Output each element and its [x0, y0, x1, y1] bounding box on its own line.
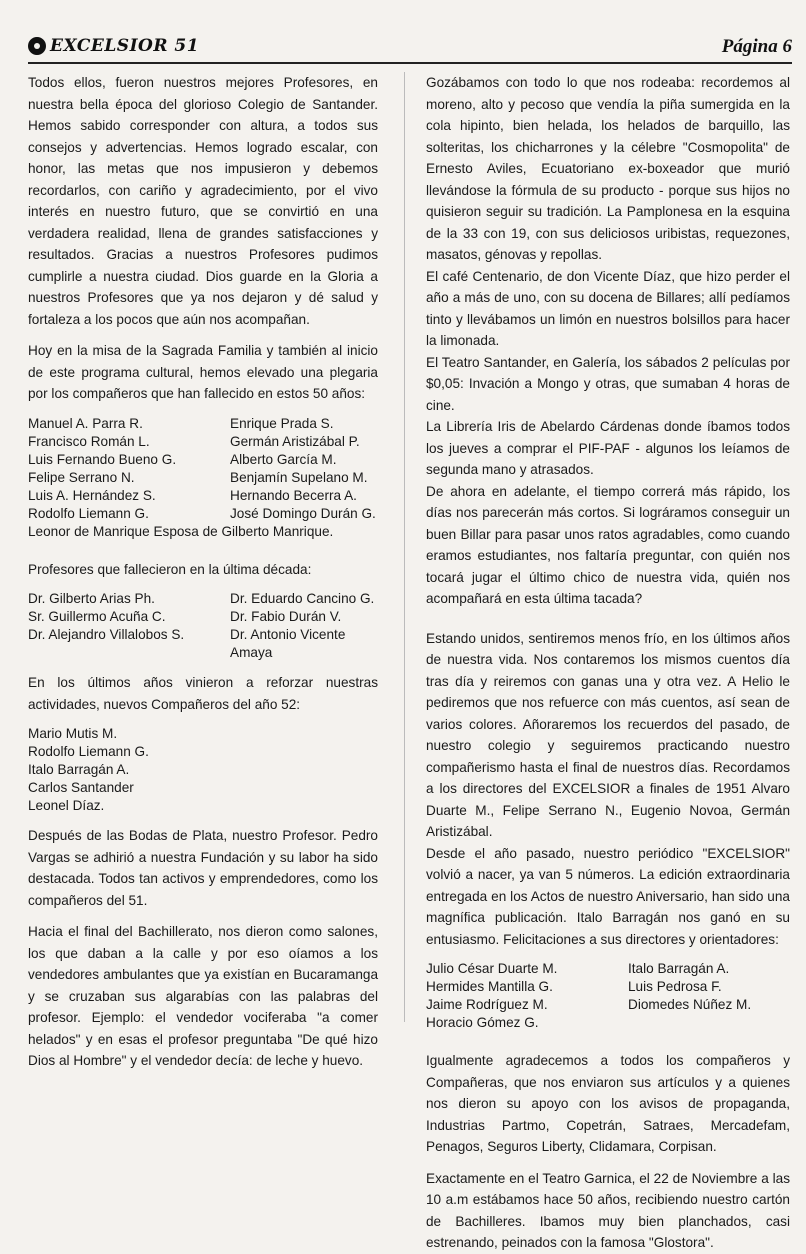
list-item: Rodolfo Liemann G.: [28, 744, 149, 759]
excelsior-logo: [28, 36, 199, 56]
list-item: Italo Barragán A.: [628, 961, 730, 976]
list-item: Horacio Gómez G.: [426, 1015, 539, 1030]
paragraph: La Librería Iris de Abelardo Cárdenas donde íbamos todos los jueves a comprar el PIF-PAF - algunos los leíamos de segunda mano y atrasados.: [426, 419, 790, 477]
list-item: Italo Barragán A.: [28, 762, 130, 777]
paragraph: El café Centenario, de don Vicente Díaz, que hizo perder el año a más de uno, con su docena de Billares; allí pedíamos tinto y llevábamos un limón en nuestros bolsillos para hacer la limonada.: [426, 268, 790, 348]
list-item: Diomedes Núñez M.: [628, 997, 752, 1012]
list-item: Luis Pedrosa F.: [628, 979, 722, 994]
logo-text: EXCELSIOR 51: [50, 36, 200, 56]
list-item: Enrique Prada S.: [230, 415, 334, 431]
list-item: Leonel Díaz.: [28, 798, 105, 813]
paragraph: Exactamente en el Teatro Garnica, el 22 de Noviembre a las 10 a.m estábamos hace 50 años, recibiendo nuestro cartón de Bachilleres. Ibamos muy bien planchados, casi estrenando, peinados con la famosa "Glostora".: [426, 1170, 790, 1250]
list-item: Sr. Guillermo Acuña C.: [28, 609, 166, 624]
list-item: Carlos Santander: [28, 780, 134, 795]
list-item: Jaime Rodríguez M.: [426, 997, 548, 1012]
list-item: Dr. Antonio Vicente Amaya: [230, 627, 346, 660]
deceased-list: [28, 415, 378, 541]
paragraph: De ahora en adelante, el tiempo correrá más rápido, los días nos parecerán más cortos. Si lográramos conseguir un buen Billar para pasar unos ratos agradables, como cuando eramos estudiantes, nos faltaría preguntar, con quién nos tocará jugar el último chico de nuestra vida, quién nos acompañará en esta última tacada?: [426, 483, 790, 606]
right-column: [426, 72, 790, 1254]
list-item: Rodolfo Liemann G.: [28, 505, 149, 521]
paragraph: Hacia el final del Bachillerato, nos dieron como salones, los que daban a la calle y por eso oíamos a los vendedores ambulantes que ya existían en Bucaramanga y se cruzaban sus algarabías con las palabras del profesor. Ejemplo: el vendedor vociferaba "a comer helados" y en esas el profesor preguntaba "De qué hizo Dios al Hombre" y el vendedor decía: de leche y huevo.: [28, 924, 378, 1068]
list-item: [628, 1014, 790, 1032]
list-item: Luis A. Hernández S.: [28, 487, 156, 503]
column-divider: [404, 72, 405, 1022]
header-rule: [28, 62, 792, 64]
list-item: Germán Aristizábal P.: [230, 433, 360, 449]
list-item: Hernando Becerra A.: [230, 487, 357, 503]
list-item: José Domingo Durán G.: [230, 505, 376, 521]
page-number: Página 6: [721, 36, 792, 57]
list-item: Julio César Duarte M.: [426, 961, 558, 976]
paragraph: Igualmente agradecemos a todos los compañeros y Compañeras, que nos enviaron sus artículos y a quienes nos dieron su apoyo con los avisos de propaganda, Industrias Partmo, Copetrán, Satraes, Mercadefam, Penagos, Seguros Liberty, Clidamara, Corpisan.: [426, 1053, 790, 1154]
directors-list: [426, 960, 790, 1032]
left-column: [28, 72, 378, 1072]
new-members-list: [28, 725, 378, 815]
list-item: Felipe Serrano N.: [28, 469, 135, 485]
list-item: Francisco Román L.: [28, 433, 150, 449]
list-item: Manuel A. Parra R.: [28, 415, 143, 431]
page-header: [28, 34, 792, 64]
list-item: Dr. Alejandro Villalobos S.: [28, 627, 185, 642]
paragraph: Hoy en la misa de la Sagrada Familia y también al inicio de este programa cultural, hemos elevado una plegaria por los compañeros que han fallecido en estos 50 años:: [28, 343, 378, 401]
paragraph: Estando unidos, sentiremos menos frío, en los últimos años de nuestra vida. Nos contaremos los mismos cuentos día tras día y reiremos con ganas una y otra vez. A Helio le pediremos que nos refuerce con más cuentos, así sean de varios colores. Añoraremos los recuerdos del pasado, de nuestro colegio y seguiremos practicando nuestro compañerismo hasta el final de nuestros días. Recordamos a los directores del EXCELSIOR a finales de 1951 Alvaro Duarte M., Felipe Serrano N., Eugenio Novoa, Germán Aristizábal.: [426, 630, 790, 839]
paragraph: En los últimos años vinieron a reforzar nuestras actividades, nuevos Compañeros del año 52:: [28, 675, 378, 712]
list-item: Leonor de Manrique Esposa de Gilberto Manrique.: [28, 523, 334, 539]
list-item: Hermides Mantilla G.: [426, 979, 553, 994]
list-item: Dr. Fabio Durán V.: [230, 609, 342, 624]
list-item: Benjamín Supelano M.: [230, 469, 368, 485]
list-item: Dr. Gilberto Arias Ph.: [28, 591, 155, 606]
paragraph: Después de las Bodas de Plata, nuestro Profesor. Pedro Vargas se adhirió a nuestra Fundación y su labor ha sido destacada. Todos tan activos y emprendedores, como los compañeros del 51.: [28, 828, 378, 908]
paragraph: Gozábamos con todo lo que nos rodeaba: recordemos al moreno, alto y pecoso que vendía la piña sumergida en la cola hipinto, bien helada, los helados de barquillo, las solteritas, los chicharrones y la célebre "Cosmopolita" de Ernesto Aviles, Ecuatoriano ex-boxeador que murió llevándose la fórmula de su producto - porque sus hijos no quisieron seguir su tradición. La Pamplonesa en la esquina de la 33 con 19, con sus deliciosos uribistas, requezones, masatos, génovas y repollas.: [426, 75, 790, 262]
list-item: Alberto García M.: [230, 451, 337, 467]
professors-list: [28, 590, 378, 662]
paragraph: Profesores que fallecieron en la última década:: [28, 561, 312, 577]
list-item: Luis Fernando Bueno G.: [28, 451, 177, 467]
list-item: Dr. Eduardo Cancino G.: [230, 591, 375, 606]
paragraph: Desde el año pasado, nuestro periódico "EXCELSIOR" volvió a nacer, ya van 5 números. La edición extraordinaria entregada en los Actos de nuestro Aniversario, han sido una magnífica publicación. Italo Barragán nos ganó en su entusiasmo. Felicitaciones a sus directores y orientadores:: [426, 845, 790, 947]
logo-circle-icon: [28, 37, 46, 55]
paragraph: Todos ellos, fueron nuestros mejores Profesores, en nuestra bella época del glorioso Colegio de Santander. Hemos sabido corresponder con altura, a todos sus consejos y advertencias. Hemos logrado escalar, con honor, las metas que nos impusieron y debemos recordarlos, con cariño y agradecimiento, por el vivo interés en nuestro futuro, que se convirtió en una verdadera realidad, llena de grandes satisfacciones y resultados. Gracias a nuestros Profesores pudimos cumplirle a nuestra ciudad. Dios guarde en la Gloria a nuestros Profesores que ya nos dejaron y dé salud y fortaleza a los pocos que aún nos acompañan.: [28, 75, 378, 327]
list-item: Mario Mutis M.: [28, 726, 118, 741]
paragraph: El Teatro Santander, en Galería, los sábados 2 películas por $0,05: Invación a Mongo y otras, que sumaban 4 horas de cine.: [426, 354, 790, 413]
